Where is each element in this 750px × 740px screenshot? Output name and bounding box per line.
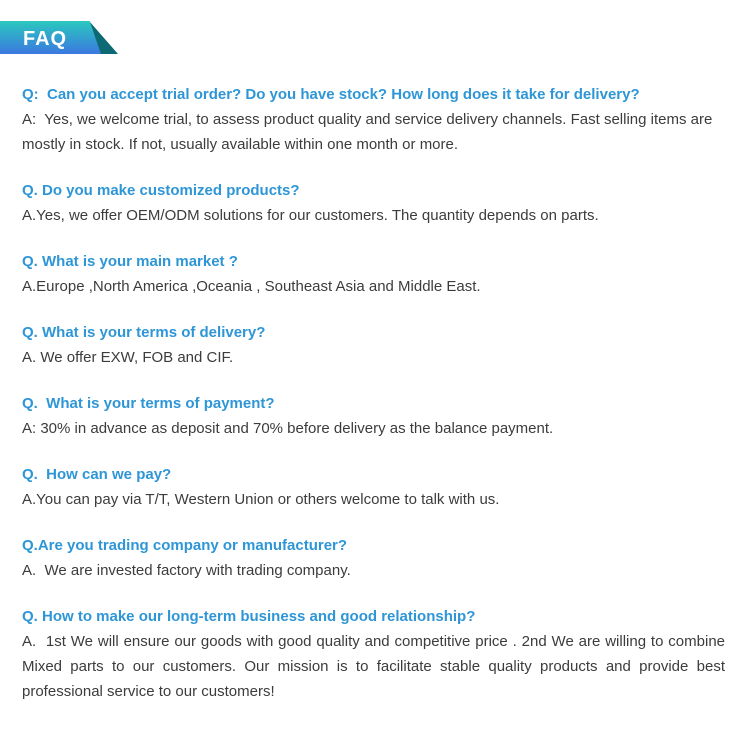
faq-item-7 <box>22 533 725 583</box>
faq-answer: A. 1st We will ensure our goods with good quality and competitive price . 2nd We are willing to combine Mixed parts to our customers. Our mission is to facilitate stable quality products and provide best professional service to our customers! <box>22 633 730 700</box>
faq-item-3 <box>22 249 725 299</box>
faq-item-8 <box>22 604 730 704</box>
faq-item-1 <box>22 82 725 157</box>
faq-answer: A.Yes, we offer OEM/ODM solutions for our customers. The quantity depends on parts. <box>22 207 599 224</box>
faq-banner-title: FAQ <box>23 27 68 50</box>
faq-banner <box>0 21 118 54</box>
faq-answer: A.You can pay via T/T, Western Union or others welcome to talk with us. <box>22 491 500 508</box>
faq-answer: A. We are invested factory with trading company. <box>22 562 351 579</box>
faq-item-4 <box>22 320 725 370</box>
faq-question: Q. What is your main market ? <box>22 253 238 270</box>
faq-question: Q. What is your terms of delivery? <box>22 324 266 341</box>
faq-item-6 <box>22 462 725 512</box>
faq-question: Q: Can you accept trial order? Do you have stock? How long does it take for delivery? <box>22 86 640 103</box>
faq-list <box>22 82 730 725</box>
faq-item-5 <box>22 391 725 441</box>
faq-answer: A: Yes, we welcome trial, to assess product quality and service delivery channels. Fast selling items are mostly in stock. If not, usually available within one month or more. <box>22 111 717 153</box>
faq-answer: A.Europe ,North America ,Oceania , Southeast Asia and Middle East. <box>22 278 481 295</box>
faq-question: Q. Do you make customized products? <box>22 182 300 199</box>
faq-question: Q. What is your terms of payment? <box>22 395 275 412</box>
faq-question: Q.Are you trading company or manufacturer? <box>22 537 348 554</box>
faq-question: Q. How to make our long-term business and good relationship? <box>22 608 476 625</box>
faq-answer: A. We offer EXW, FOB and CIF. <box>22 349 234 366</box>
faq-answer: A: 30% in advance as deposit and 70% before delivery as the balance payment. <box>22 420 554 437</box>
faq-question: Q. How can we pay? <box>22 466 172 483</box>
faq-item-2 <box>22 178 725 228</box>
